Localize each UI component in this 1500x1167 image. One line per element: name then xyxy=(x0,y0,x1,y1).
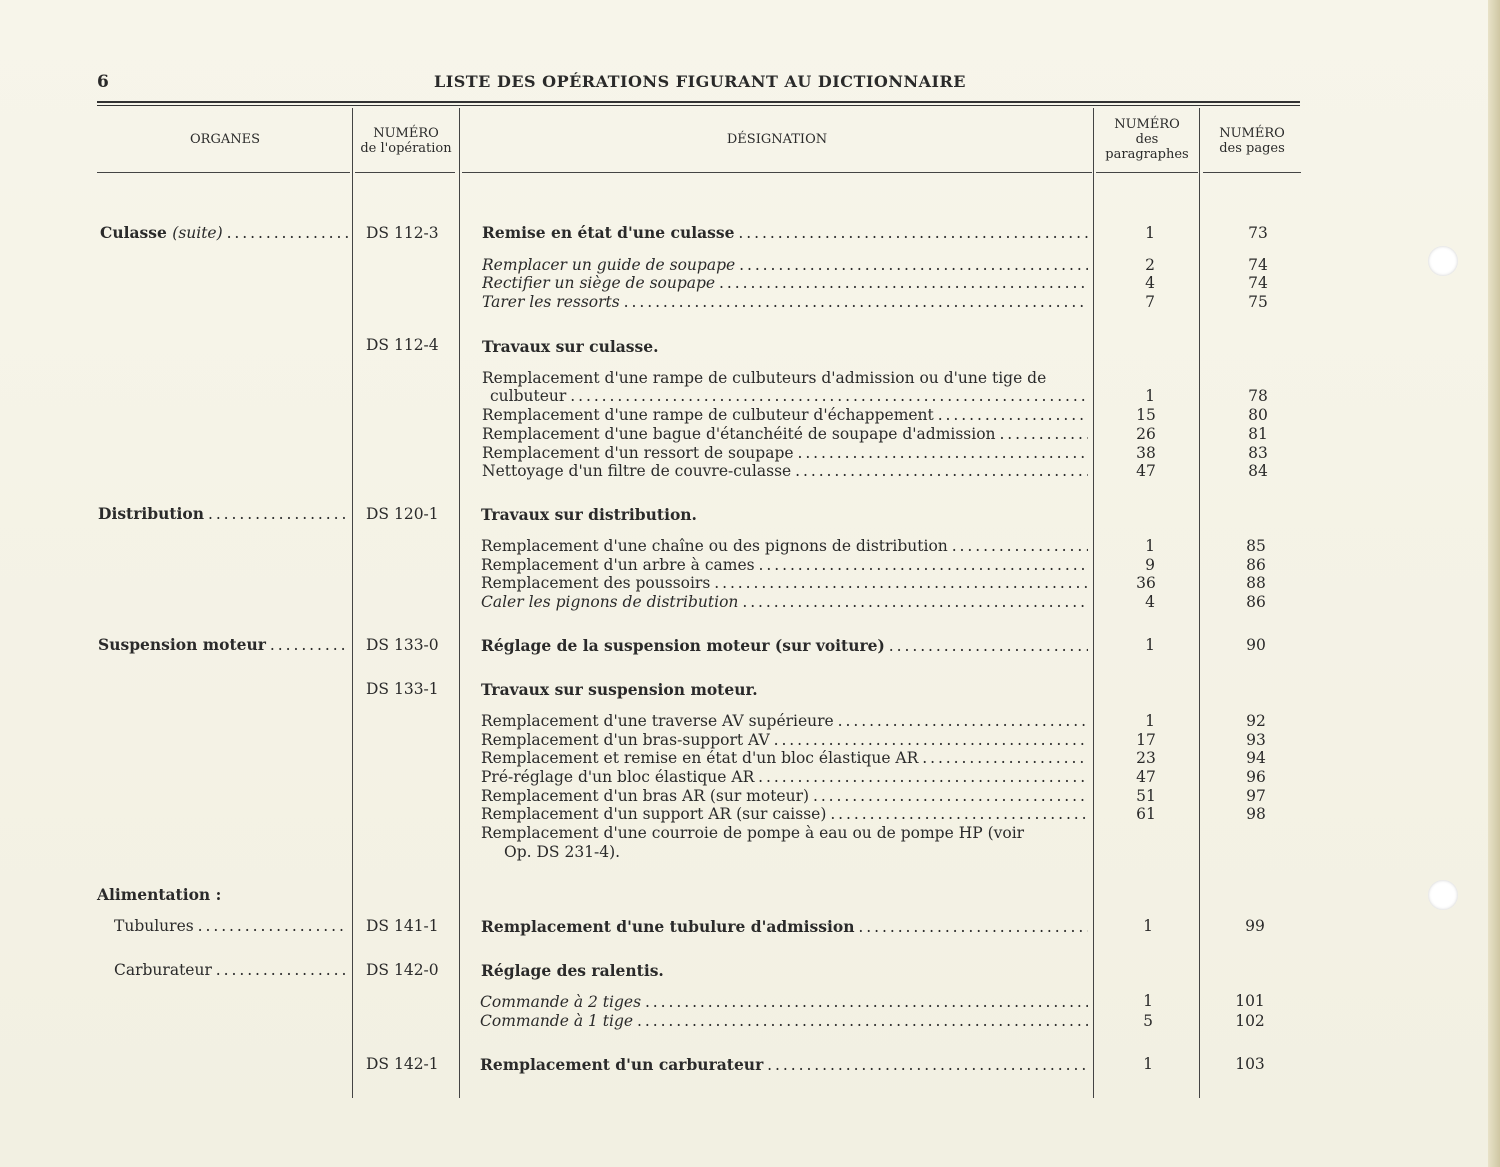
paragraph-number: 15 xyxy=(1136,406,1156,424)
header-organes: ORGANES xyxy=(190,132,260,147)
paragraph-number: 2 xyxy=(1145,256,1155,274)
paragraph-number: 26 xyxy=(1136,425,1156,443)
page-ref-number: 92 xyxy=(1246,712,1266,730)
punch-hole-top xyxy=(1428,246,1458,276)
designation-text: Remplacement des poussoirs xyxy=(481,574,711,592)
paragraph-number: 1 xyxy=(1145,636,1155,654)
designation-line: Op. DS 231-4). xyxy=(504,843,621,861)
designation-line xyxy=(481,537,1088,555)
designation-line xyxy=(482,462,1088,480)
header-rule-numero-op xyxy=(355,172,455,173)
page-ref-number: 88 xyxy=(1246,574,1266,592)
op-ds-141-1: DS 141-1 xyxy=(366,917,439,935)
designation-text: Remplacement d'une rampe de culbuteur d'échappement xyxy=(482,406,934,424)
paragraph-number: 9 xyxy=(1145,556,1155,574)
organe-culasse-suite: (suite) xyxy=(172,224,223,242)
paragraph-number: 61 xyxy=(1136,805,1156,823)
title-rule-thick xyxy=(97,101,1300,103)
organe-tubulures xyxy=(114,917,348,935)
designation-text: Remplacement d'un arbre à cames xyxy=(481,556,755,574)
organe-suspension-label: Suspension moteur xyxy=(98,636,266,654)
paragraph-number: 4 xyxy=(1145,593,1155,611)
paragraph-number: 7 xyxy=(1145,293,1155,311)
designation-line: Réglage des ralentis. xyxy=(481,961,664,980)
designation-text: Remplacement d'un bras-support AV xyxy=(481,731,770,749)
paragraph-number: 36 xyxy=(1136,574,1156,592)
designation-line xyxy=(481,574,1088,592)
designation-text: Remplacement d'un carburateur xyxy=(480,1056,764,1074)
page-ref-number: 90 xyxy=(1246,636,1266,654)
header-numero-paragraphes-line2: des xyxy=(1135,132,1159,147)
organe-suspension-moteur xyxy=(98,636,348,654)
designation-line xyxy=(481,593,1088,611)
paragraph-number: 51 xyxy=(1136,787,1156,805)
op-ds-120-1: DS 120-1 xyxy=(366,505,439,523)
page-ref-number: 84 xyxy=(1248,462,1268,480)
designation-line: Travaux sur distribution. xyxy=(481,505,697,524)
designation-line xyxy=(480,993,1088,1011)
designation-text: Pré-réglage d'un bloc élastique AR xyxy=(481,768,755,786)
paragraph-number: 1 xyxy=(1143,1055,1153,1073)
page-ref-number: 85 xyxy=(1246,537,1266,555)
designation-line xyxy=(481,787,1088,805)
column-divider-4 xyxy=(1199,108,1200,1098)
designation-text: Nettoyage d'un filtre de couvre-culasse xyxy=(482,462,792,480)
op-ds-133-0: DS 133-0 xyxy=(366,636,439,654)
paragraph-number: 1 xyxy=(1145,387,1155,405)
page-ref-number: 74 xyxy=(1248,256,1268,274)
designation-line xyxy=(482,444,1088,462)
designation-text: Remplacement d'un ressort de soupape xyxy=(482,444,794,462)
op-ds-112-4: DS 112-4 xyxy=(366,336,439,354)
paragraph-number: 1 xyxy=(1145,712,1155,730)
designation-line xyxy=(481,805,1088,823)
page-ref-number: 86 xyxy=(1246,593,1266,611)
paragraph-number: 17 xyxy=(1136,731,1156,749)
page-ref-number: 103 xyxy=(1235,1055,1265,1073)
page-ref-number: 83 xyxy=(1248,444,1268,462)
header-numero-pages xyxy=(1203,126,1301,156)
designation-line xyxy=(482,293,1088,311)
page-ref-number: 93 xyxy=(1246,731,1266,749)
op-ds-142-1: DS 142-1 xyxy=(366,1055,439,1073)
page-ref-number: 97 xyxy=(1246,787,1266,805)
designation-text: Remplacement d'une tubulure d'admission xyxy=(481,918,855,936)
designation-line xyxy=(481,556,1088,574)
designation-line xyxy=(490,387,1088,405)
designation-line: Travaux sur culasse. xyxy=(482,337,659,356)
organe-carburateur-label: Carburateur xyxy=(114,961,212,979)
page-ref-number: 80 xyxy=(1248,406,1268,424)
header-designation: DÉSIGNATION xyxy=(726,132,828,147)
header-rule-organes xyxy=(97,172,350,173)
paragraph-number: 1 xyxy=(1143,992,1153,1010)
header-numero-paragraphes xyxy=(1096,117,1198,162)
designation-text: Remplacement et remise en état d'un bloc élastique AR xyxy=(481,749,919,767)
designation-line: Travaux sur suspension moteur. xyxy=(481,680,758,699)
header-numero-pages-line2: des pages xyxy=(1219,141,1285,156)
page-ref-number: 99 xyxy=(1245,917,1265,935)
designation-text: Remplacement d'un support AR (sur caisse) xyxy=(481,805,827,823)
page-edge-shadow xyxy=(1488,0,1500,1167)
paragraph-number: 1 xyxy=(1143,917,1153,935)
header-rule-designation xyxy=(462,172,1092,173)
designation-text: Tarer les ressorts xyxy=(482,293,620,311)
designation-line xyxy=(480,1056,1088,1074)
page-ref-number: 101 xyxy=(1235,992,1265,1010)
organe-tubulures-label: Tubulures xyxy=(114,917,194,935)
punch-hole-bottom xyxy=(1428,880,1458,910)
designation-text: Réglage de la suspension moteur (sur voiture) xyxy=(481,637,885,655)
designation-line xyxy=(481,918,1088,936)
designation-line xyxy=(482,274,1088,292)
header-rule-pages xyxy=(1203,172,1301,173)
designation-line xyxy=(482,406,1088,424)
designation-line xyxy=(480,1012,1088,1030)
designation-text: Commande à 1 tige xyxy=(480,1012,634,1030)
designation-text: Commande à 2 tiges xyxy=(480,993,642,1011)
designation-line xyxy=(481,731,1088,749)
page-number: 6 xyxy=(97,72,109,92)
paragraph-number: 38 xyxy=(1136,444,1156,462)
header-numero-paragraphes-line3: paragraphes xyxy=(1105,147,1189,162)
title-rule-thin xyxy=(97,105,1300,106)
organe-distribution xyxy=(98,505,348,523)
header-numero-operation-line2: de l'opération xyxy=(360,141,452,156)
paragraph-number: 47 xyxy=(1136,768,1156,786)
paragraph-number: 1 xyxy=(1145,537,1155,555)
page-ref-number: 96 xyxy=(1246,768,1266,786)
designation-line: Remplacement d'une courroie de pompe à eau ou de pompe HP (voir xyxy=(481,824,1025,842)
page-ref-number: 74 xyxy=(1248,274,1268,292)
designation-line xyxy=(481,768,1088,786)
page-ref-number: 73 xyxy=(1248,224,1268,242)
column-divider-2 xyxy=(459,108,460,1098)
designation-text: Rectifier un siège de soupape xyxy=(482,274,716,292)
organe-culasse xyxy=(100,224,348,242)
designation-line xyxy=(482,425,1088,443)
designation-text: Remplacement d'une bague d'étanchéité de soupape d'admission xyxy=(482,425,996,443)
designation-line xyxy=(481,637,1088,655)
organe-culasse-label: Culasse xyxy=(100,224,167,242)
header-rule-paragraphes xyxy=(1096,172,1198,173)
designation-text: Remplacement d'un bras AR (sur moteur) xyxy=(481,787,810,805)
page-ref-number: 86 xyxy=(1246,556,1266,574)
op-ds-142-0: DS 142-0 xyxy=(366,961,439,979)
organe-distribution-label: Distribution xyxy=(98,505,205,523)
paragraph-number: 23 xyxy=(1136,749,1156,767)
designation-text: Remplacement d'une chaîne ou des pignons de distribution xyxy=(481,537,948,555)
op-ds-112-3: DS 112-3 xyxy=(366,224,439,242)
organe-carburateur xyxy=(114,961,348,979)
paragraph-number: 1 xyxy=(1145,224,1155,242)
op-ds-133-1: DS 133-1 xyxy=(366,680,439,698)
page-ref-number: 98 xyxy=(1246,805,1266,823)
organe-alimentation: Alimentation : xyxy=(97,885,222,904)
paragraph-number: 5 xyxy=(1143,1012,1153,1030)
designation-text: Remise en état d'une culasse xyxy=(482,224,735,242)
page-ref-number: 75 xyxy=(1248,293,1268,311)
designation-text: Remplacement d'une traverse AV supérieure xyxy=(481,712,834,730)
header-numero-paragraphes-line1: NUMÉRO xyxy=(1114,117,1180,132)
paragraph-number: 4 xyxy=(1145,274,1155,292)
designation-text: culbuteur xyxy=(490,387,567,405)
column-divider-1 xyxy=(352,108,353,1098)
paragraph-number: 47 xyxy=(1136,462,1156,480)
header-numero-operation-line1: NUMÉRO xyxy=(373,126,439,141)
designation-line xyxy=(482,224,1088,242)
page-ref-number: 81 xyxy=(1248,425,1268,443)
header-numero-pages-line1: NUMÉRO xyxy=(1219,126,1285,141)
page-ref-number: 78 xyxy=(1248,387,1268,405)
designation-line: Remplacement d'une rampe de culbuteurs d'admission ou d'une tige de xyxy=(482,369,1047,387)
designation-text: Remplacer un guide de soupape xyxy=(482,256,736,274)
page-ref-number: 102 xyxy=(1235,1012,1265,1030)
header-numero-operation xyxy=(355,126,457,156)
designation-line xyxy=(482,256,1088,274)
column-divider-3 xyxy=(1093,108,1094,1098)
designation-line xyxy=(481,712,1088,730)
page-ref-number: 94 xyxy=(1246,749,1266,767)
page-title: LISTE DES OPÉRATIONS FIGURANT AU DICTIONNAIRE xyxy=(433,72,966,91)
designation-line xyxy=(481,749,1088,767)
designation-text: Caler les pignons de distribution xyxy=(481,593,739,611)
